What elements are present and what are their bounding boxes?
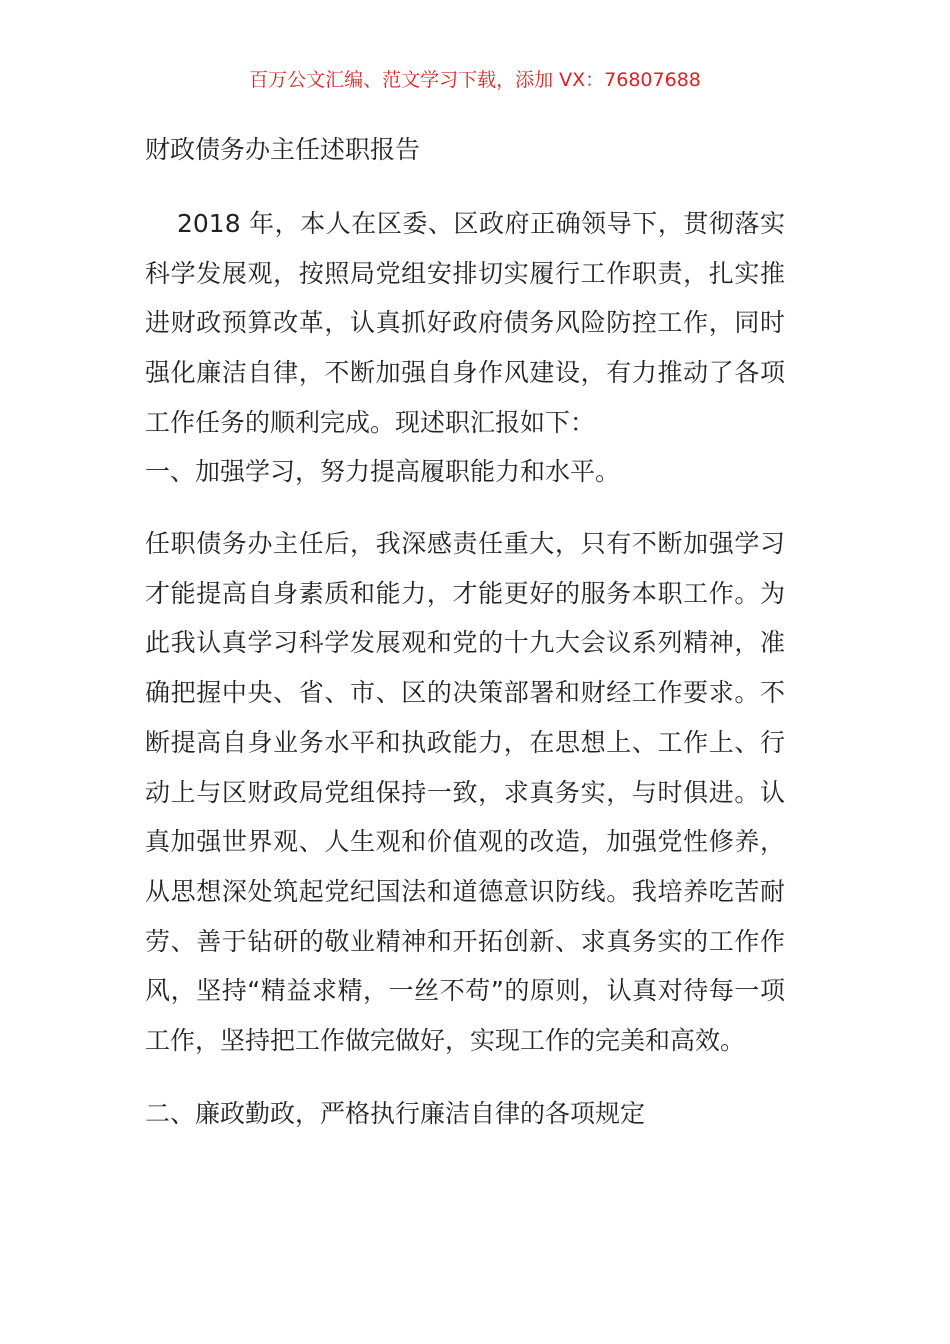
section-1-heading: 一、加强学习，努力提高履职能力和水平。 <box>145 457 621 486</box>
intro-paragraph: 2018 年，本人在区委、区政府正确领导下，贯彻落实科学发展观，按照局党组安排切实履行工作职责，扎实推进财政预算改革，认真抓好政府债务风险防控工作，同时强化廉洁自律，不断加强自身作风建设，有力推动了各项工作任务的顺利完成。现述职汇报如下： <box>145 209 785 437</box>
section-1-paragraph: 任职债务办主任后，我深感责任重大，只有不断加强学习才能提高自身素质和能力，才能更好的服务本职工作。为此我认真学习科学发展观和党的十九大会议系列精神，准确把握中央、省、市、区的决策部署和财经工作要求。不断提高自身业务水平和执政能力，在思想上、工作上、行动上与区财政局党组保持一致，求真务实，与时俱进。认真加强世界观、人生观和价值观的改造，加强党性修养，从思想深处筑起党纪国法和道德意识防线。我培养吃苦耐劳、善于钻研的敬业精神和开拓创新、求真务实的工作作风，坚持“精益求精，一丝不苟”的原则，认真对待每一项工作，坚持把工作做完做好，实现工作的完美和高效。 <box>145 529 785 1056</box>
document-title: 财政债务办主任述职报告 <box>145 135 421 164</box>
section-2-heading: 二、廉政勤政，严格执行廉洁自律的各项规定 <box>145 1099 646 1128</box>
header-banner: 百万公文汇编、范文学习下载，添加 VX：76807688 <box>249 69 701 91</box>
